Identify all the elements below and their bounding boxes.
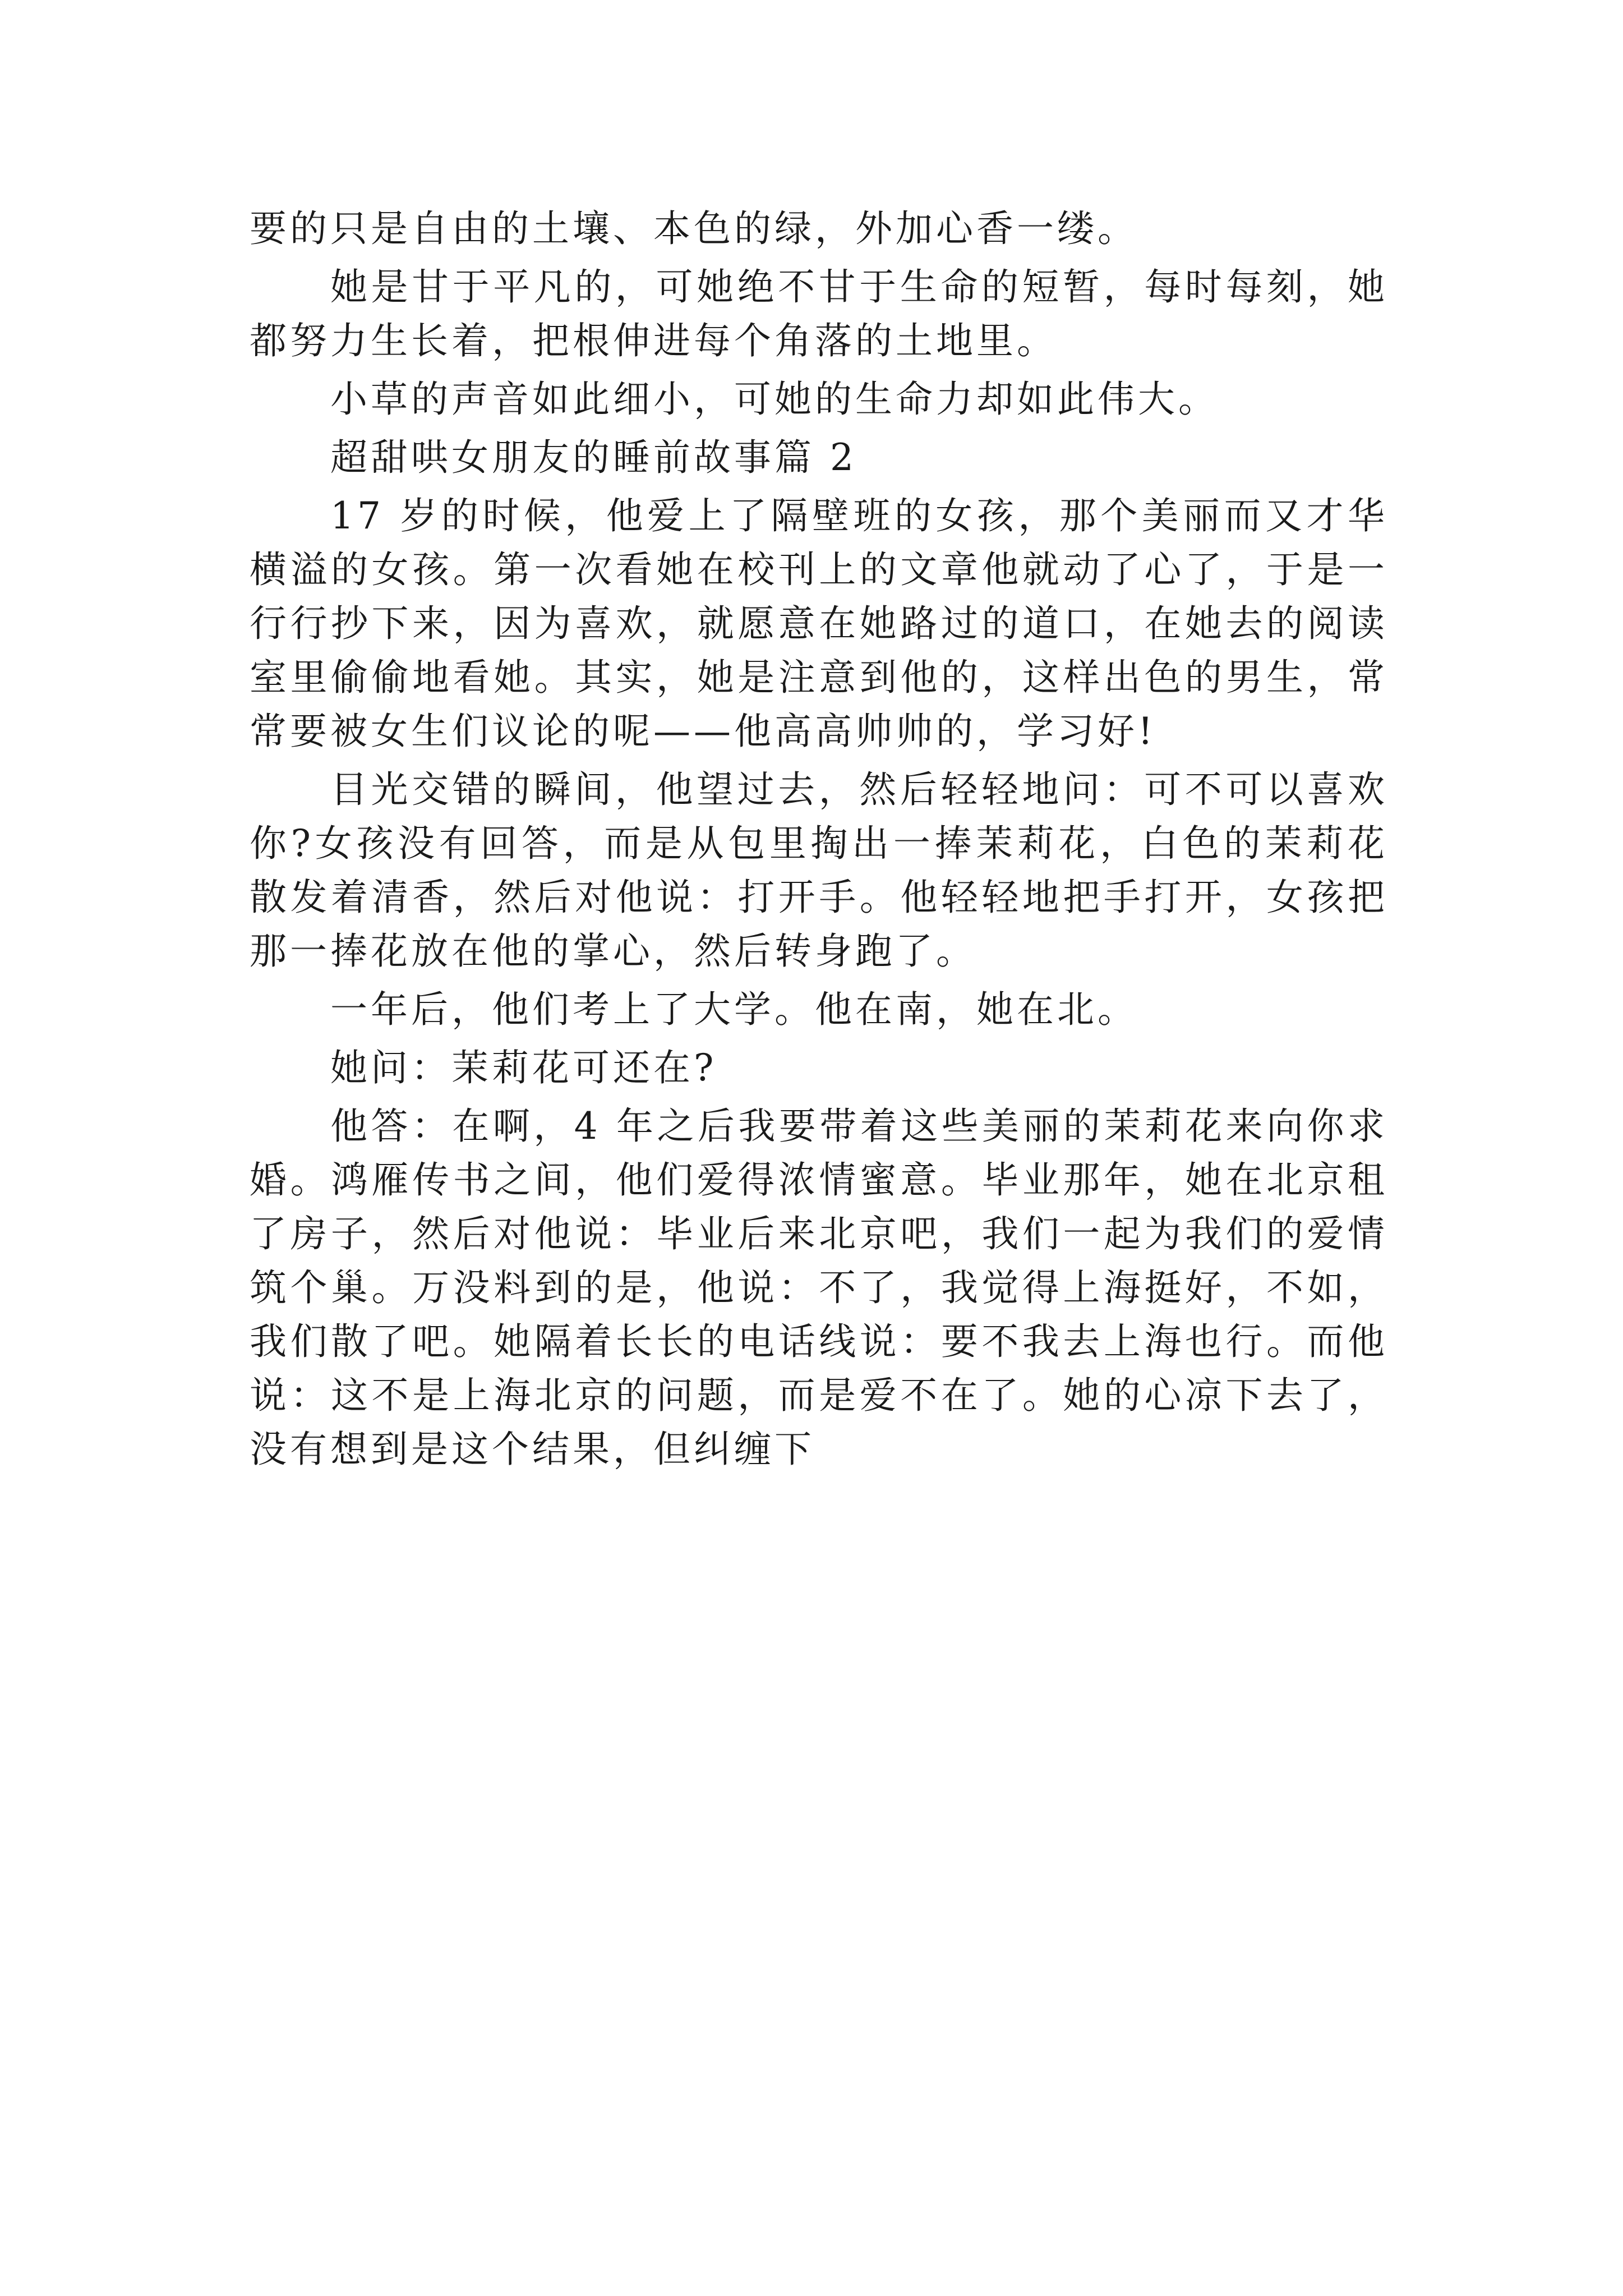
paragraph-4: 17 岁的时候，他爱上了隔壁班的女孩，那个美丽而又才华横溢的女孩。第一次看她在校刊上的文章他就动了心了，于是一行行抄下来，因为喜欢，就愿意在她路过的道口，在她去的阅读室里偷偷地看她。其实，她是注意到他的，这样出色的男生，常常要被女生们议论的呢——他高高帅帅的，学习好! — [250, 494, 1388, 753]
paragraph-1: 要的只是自由的土壤、本色的绿，外加心香一缕。 — [250, 207, 1138, 250]
paragraph-8: 他答：在啊，4 年之后我要带着这些美丽的茉莉花来向你求婚。鸿雁传书之间，他们爱得浓情蜜意。毕业那年，她在北京租了房子，然后对他说：毕业后来北京吧，我们一起为我们的爱情筑个巢。万没料到的是，他说：不了，我觉得上海挺好，不如，我们散了吧。她隔着长长的电话线说：要不我去上海也行。而他说：这不是上海北京的问题，而是爱不在了。她的心凉下去了，没有想到是这个结果，但纠缠下 — [250, 1105, 1388, 1471]
paragraph-7: 她问：茉莉花可还在? — [330, 1046, 717, 1089]
paragraph-6: 一年后，他们考上了大学。他在南，她在北。 — [330, 988, 1138, 1031]
paragraph-2: 她是甘于平凡的，可她绝不甘于生命的短暂，每时每刻，她都努力生长着，把根伸进每个角落的土地里。 — [250, 265, 1388, 362]
section-heading: 超甜哄女朋友的睡前故事篇 2 — [330, 436, 857, 479]
paragraph-5: 目光交错的瞬间，他望过去，然后轻轻地问：可不可以喜欢你?女孩没有回答，而是从包里掏出一捧茉莉花，白色的茉莉花散发着清香，然后对他说：打开手。他轻轻地把手打开，女孩把那一捧花放在他的掌心，然后转身跑了。 — [250, 768, 1388, 973]
document-body — [250, 202, 1388, 1476]
paragraph-3: 小草的声音如此细小，可她的生命力却如此伟大。 — [330, 378, 1219, 421]
